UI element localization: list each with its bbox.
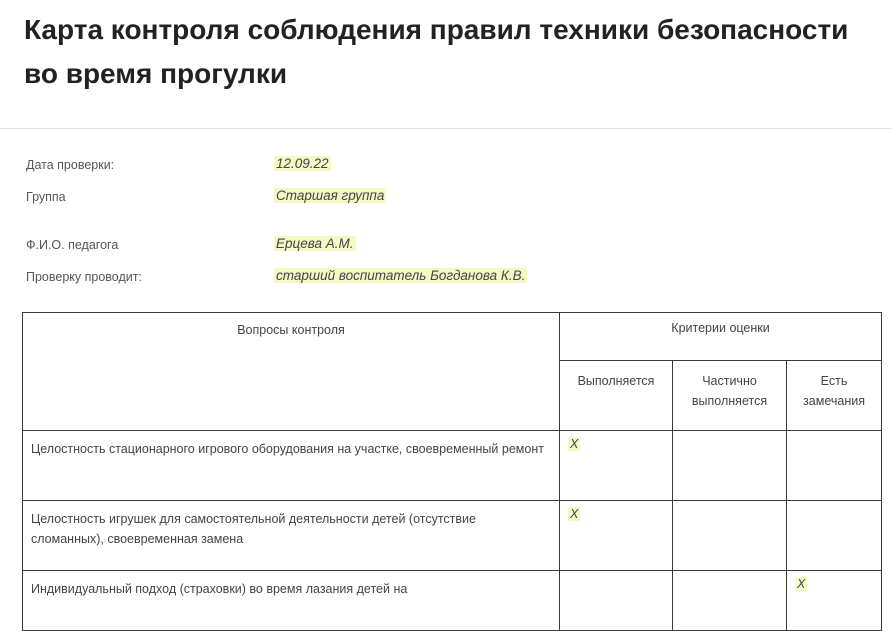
info-row-group xyxy=(26,190,866,212)
info-value-inspector: старший воспитатель Богданова К.В. xyxy=(276,268,526,283)
mark-x: X xyxy=(797,577,806,591)
table-row xyxy=(23,571,882,631)
mark-x: X xyxy=(570,507,579,521)
table-row xyxy=(23,501,882,571)
info-value-teacher: Ерцева А.М. xyxy=(276,236,354,251)
mark-cell xyxy=(560,501,673,571)
mark-cell xyxy=(673,571,787,631)
mark-x xyxy=(681,437,685,451)
question-cell: Целостность стационарного игрового оборудования на участке, своевременный ремонт xyxy=(23,431,560,501)
document-title: Карта контроля соблюдения правил техники безопасности во время прогулки xyxy=(24,14,849,89)
mark-cell xyxy=(560,431,673,501)
info-label-teacher: Ф.И.О. педагога xyxy=(26,238,119,252)
question-cell: Индивидуальный подход (страховки) во время лазания детей на xyxy=(23,571,560,631)
control-table xyxy=(22,312,882,631)
info-label-date: Дата проверки: xyxy=(26,158,115,172)
info-row-inspector xyxy=(26,270,866,292)
mark-cell xyxy=(787,501,882,571)
mark-x xyxy=(795,507,799,521)
info-value-date: 12.09.22 xyxy=(276,156,329,171)
divider xyxy=(0,128,892,129)
header-questions: Вопросы контроля xyxy=(23,313,560,431)
mark-cell xyxy=(787,571,882,631)
mark-x xyxy=(681,507,685,521)
info-value-group: Старшая группа xyxy=(276,188,385,203)
mark-cell xyxy=(787,431,882,501)
info-row-date xyxy=(26,158,866,180)
mark-x: X xyxy=(570,437,579,451)
mark-x xyxy=(568,577,572,591)
header-criterion-done: Выполняется xyxy=(560,361,673,431)
mark-x xyxy=(681,577,685,591)
table-row xyxy=(23,431,882,501)
mark-cell xyxy=(673,431,787,501)
header-criteria: Критерии оценки xyxy=(560,313,882,361)
header-criterion-partial: Частично выполняется xyxy=(673,361,787,431)
header-criterion-remarks: Есть замечания xyxy=(787,361,882,431)
question-cell: Целостность игрушек для самостоятельной деятельности детей (отсутствие сломанных), своевременная замена xyxy=(23,501,560,571)
info-label-inspector: Проверку проводит: xyxy=(26,270,142,284)
info-row-teacher xyxy=(26,238,866,260)
info-label-group: Группа xyxy=(26,190,66,204)
mark-cell xyxy=(673,501,787,571)
mark-cell xyxy=(560,571,673,631)
mark-x xyxy=(795,437,799,451)
